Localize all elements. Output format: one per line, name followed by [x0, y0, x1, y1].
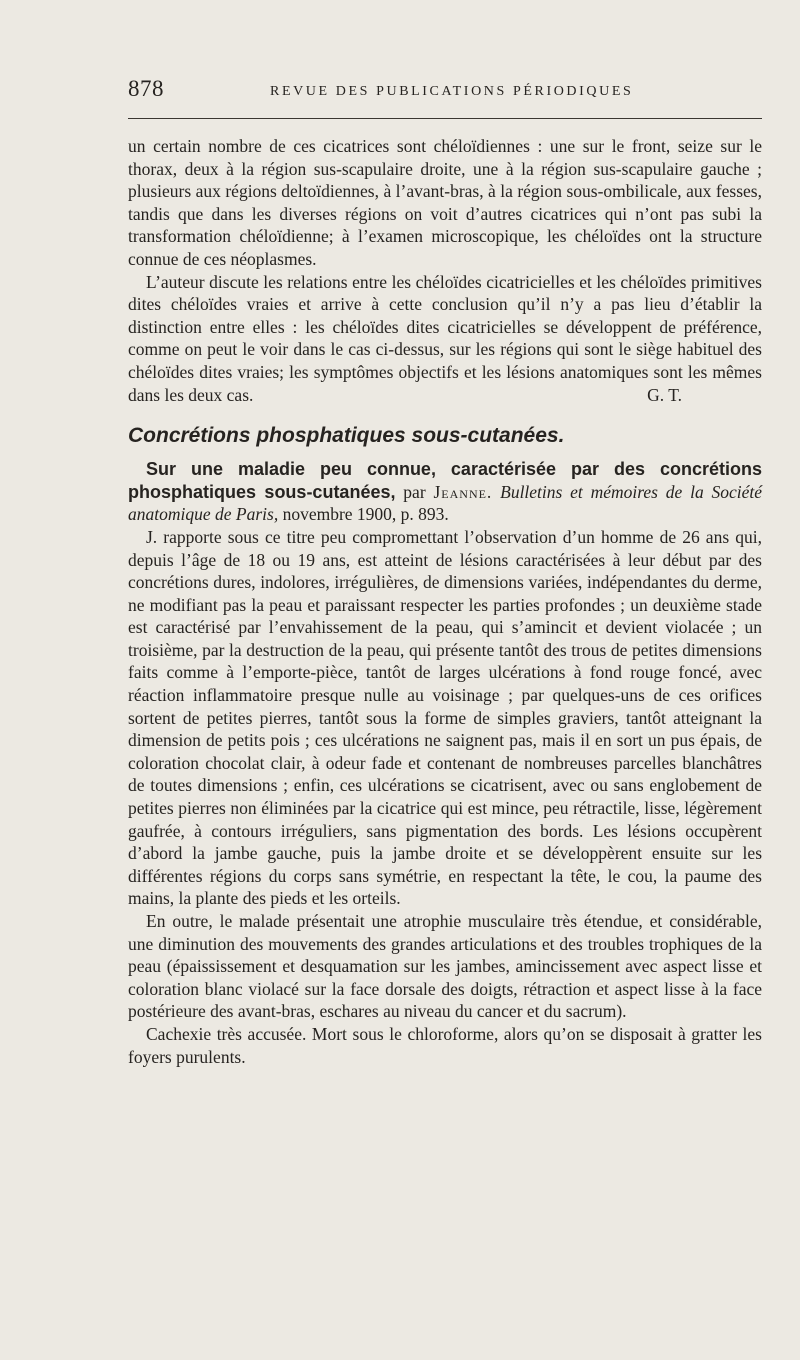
paragraph-conclusion: Cachexie très accusée. Mort sous le chloroforme, alors qu’on se disposait à gratter les foyers purulents. — [128, 1023, 762, 1067]
paragraph-discussion — [128, 271, 762, 407]
paragraph-observation: J. rapporte sous ce titre peu compromettant l’observation d’un homme de 26 ans qui, depuis l’âge de 18 ou 19 ans, est atteint de lésions caractérisées à leur début par des concrétions dures, indolores, irrégulières, de dimensions variées, indépendantes du derme, ne modifiant pas la peau et paraissant respecter les parties profondes ; un deuxième stade est caractérisé par l’envahissement de la peau, qui s’amincit et devient violacée ; un troisième, par la destruction de la peau, qui présente tantôt des trous de petites dimensions faits comme à l’emporte-pièce, tantôt de larges ulcérations à fond rouge foncé, avec réaction inflammatoire presque nulle au voisinage ; par quelques-uns de ces orifices sortent de petites pierres, tantôt sous la forme de simples graviers, tantôt atteignant la dimension de petits pois ; ces ulcérations ne saignent pas, mais il en sort un pus épais, de coloration chocolat clair, à odeur fade et contenant de nombreuses parcelles blanchâtres de toutes dimensions ; enfin, ces ulcérations se cicatrisent, avec ou sans englobement de petites pierres non éliminées par la cicatrice qui est mince, peu rétractile, lisse, légèrement gaufrée, à contours irréguliers, sans pigmentation des bords. Les lésions occupèrent d’abord la jambe gauche, puis la jambe droite et se développèrent ensuite sur les différentes régions du corps sans symétrie, en respectant la tête, le cou, la paume des mains, la plante des pieds et les orteils. — [128, 526, 762, 909]
section-heading: Concrétions phosphatiques sous-cutanées. — [128, 424, 565, 448]
page-header — [128, 76, 762, 108]
header-rule — [128, 118, 762, 119]
article-citation — [128, 458, 762, 526]
article-date: novembre 1900, p. 893. — [282, 504, 449, 525]
page-number: 878 — [128, 76, 164, 101]
paragraph-symptoms: En outre, le malade présentait une atrophie musculaire très étendue, et considérable, une diminution des mouvements des grandes articulations et des troubles trophiques de la peau (épaississement et desquamation sur les jambes, amincissement avec aspect lisse et coloration blanc violacé sur la face dorsale des doigts, rétraction et aspect lisse à la face postérieure des avant-bras, eschares au niveau du cancer et du sacrum). — [128, 911, 762, 1022]
paragraph-discussion-text: L’auteur discute les relations entre les chéloïdes cicatricielles et les chéloïdes primitives dites chéloïdes vraies et arrive à cette conclusion qu’il n’y a pas lieu d’établir la distinction entre elles : les chéloïdes dites cicatricielles se développent de préférence, comme on peut le voir dans le cas ci-dessus, sur les régions qui sont le siège habituel des chéloïdes dites vraies; les symptômes objectifs et les lésions anatomiques sont les mêmes dans les deux cas. — [128, 271, 762, 405]
article-title: Sur une maladie peu connue, caractérisée par des concrétions phosphatiques sous-cutanées, — [128, 459, 762, 502]
page-body — [128, 135, 762, 1068]
article-journal: Bulletins et mémoires de la Société anatomique de Paris, — [128, 481, 763, 525]
paragraph-continuation: un certain nombre de ces cicatrices sont chéloïdiennes : une sur le front, seize sur le thorax, deux à la région sus-scapulaire droite, une à la région sus-scapulaire gauche ; plusieurs aux régions deltoïdiennes, à l’avant-bras, à la région sous-ombilicale, aux fesses, tandis que dans les diverses régions on voit d’autres cicatrices qui n’ont pas subi la transformation chéloïdienne; à l’examen microscopique, les chéloïdes ont la structure connue de ces néoplasmes. — [128, 136, 762, 269]
article-by: par — [403, 481, 426, 502]
article-author: Jeanne. — [433, 481, 493, 502]
author-initials: G. T. — [647, 384, 682, 405]
running-title: REVUE DES PUBLICATIONS PÉRIODIQUES — [270, 84, 634, 99]
